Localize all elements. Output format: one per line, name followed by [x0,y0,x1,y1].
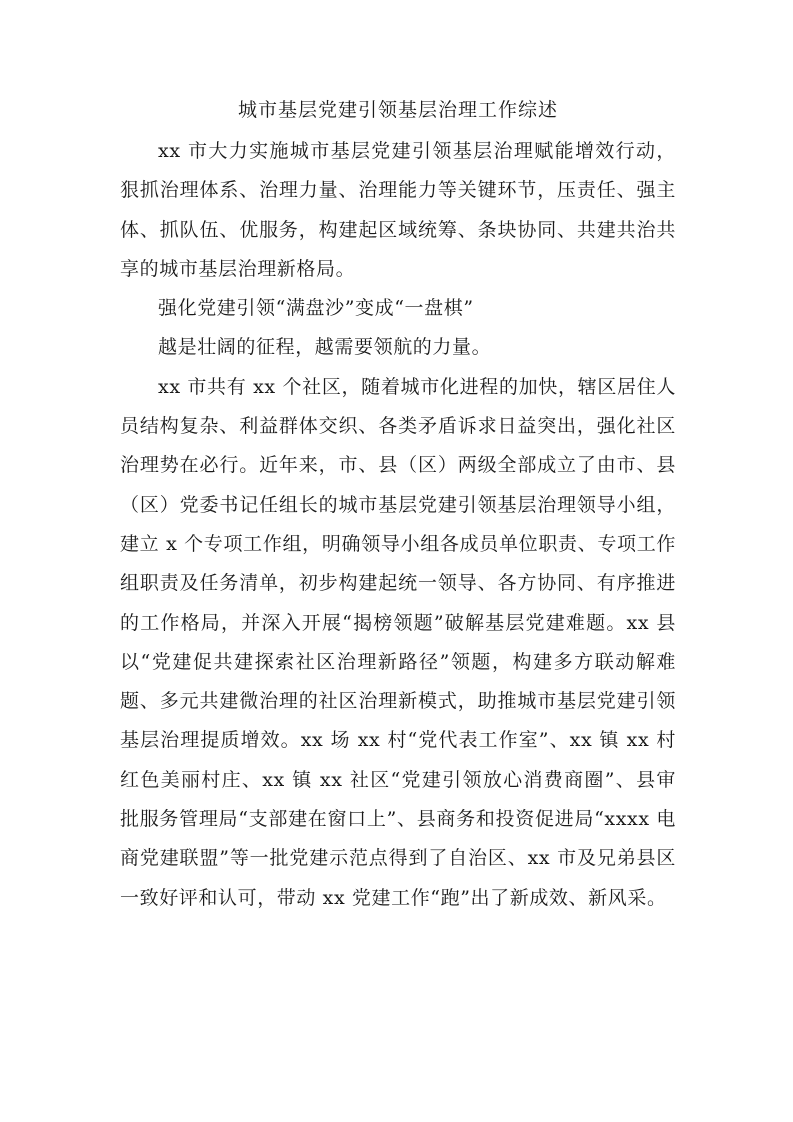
body-paragraph: xx 市共有 xx 个社区，随着城市化进程的加快，辖区居住人员结构复杂、利益群体交织、各类矛盾诉求日益突出，强化社区治理势在必行。近年来，市、县（区）两级全部成立了由市、县（区）党委书记任组长的城市基层党建引领基层治理领导小组，建立 x 个专项工作组，明确领导小组各成员单位职责、专项工作组职责及任务清单，初步构建起统一领导、各方协同、有序推进的工作格局，并深入开展“揭榜领题”破解基层党建难题。xx 县以“党建促共建探索社区治理新路径”领题，构建多方联动解难题、多元共建微治理的社区治理新模式，助推城市基层党建引领基层治理提质增效。xx 场 xx 村“党代表工作室”、xx 镇 xx 村红色美丽村庄、xx 镇 xx 社区“党建引领放心消费商圈”、县审批服务管理局“支部建在窗口上”、县商务和投资促进局“xxxx 电商党建联盟”等一批党建示范点得到了自治区、xx 市及兄弟县区一致好评和认可，带动 xx 党建工作“跑”出了新成效、新风采。 [120,375,676,909]
section-heading: 强化党建引领“满盘沙”变成“一盘棋” [158,297,474,320]
lead-sentence: 越是壮阔的征程，越需要领航的力量。 [158,336,492,359]
intro-paragraph: xx 市大力实施城市基层党建引领基层治理赋能增效行动，狠抓治理体系、治理力量、治理能力等关键环节，压责任、强主体、抓队伍、优服务，构建起区域统筹、条块协同、共建共治共享的城市基层治理新格局。 [120,140,676,280]
document-page [120,96,676,918]
document-title: 城市基层党建引领基层治理工作综述 [237,99,558,121]
